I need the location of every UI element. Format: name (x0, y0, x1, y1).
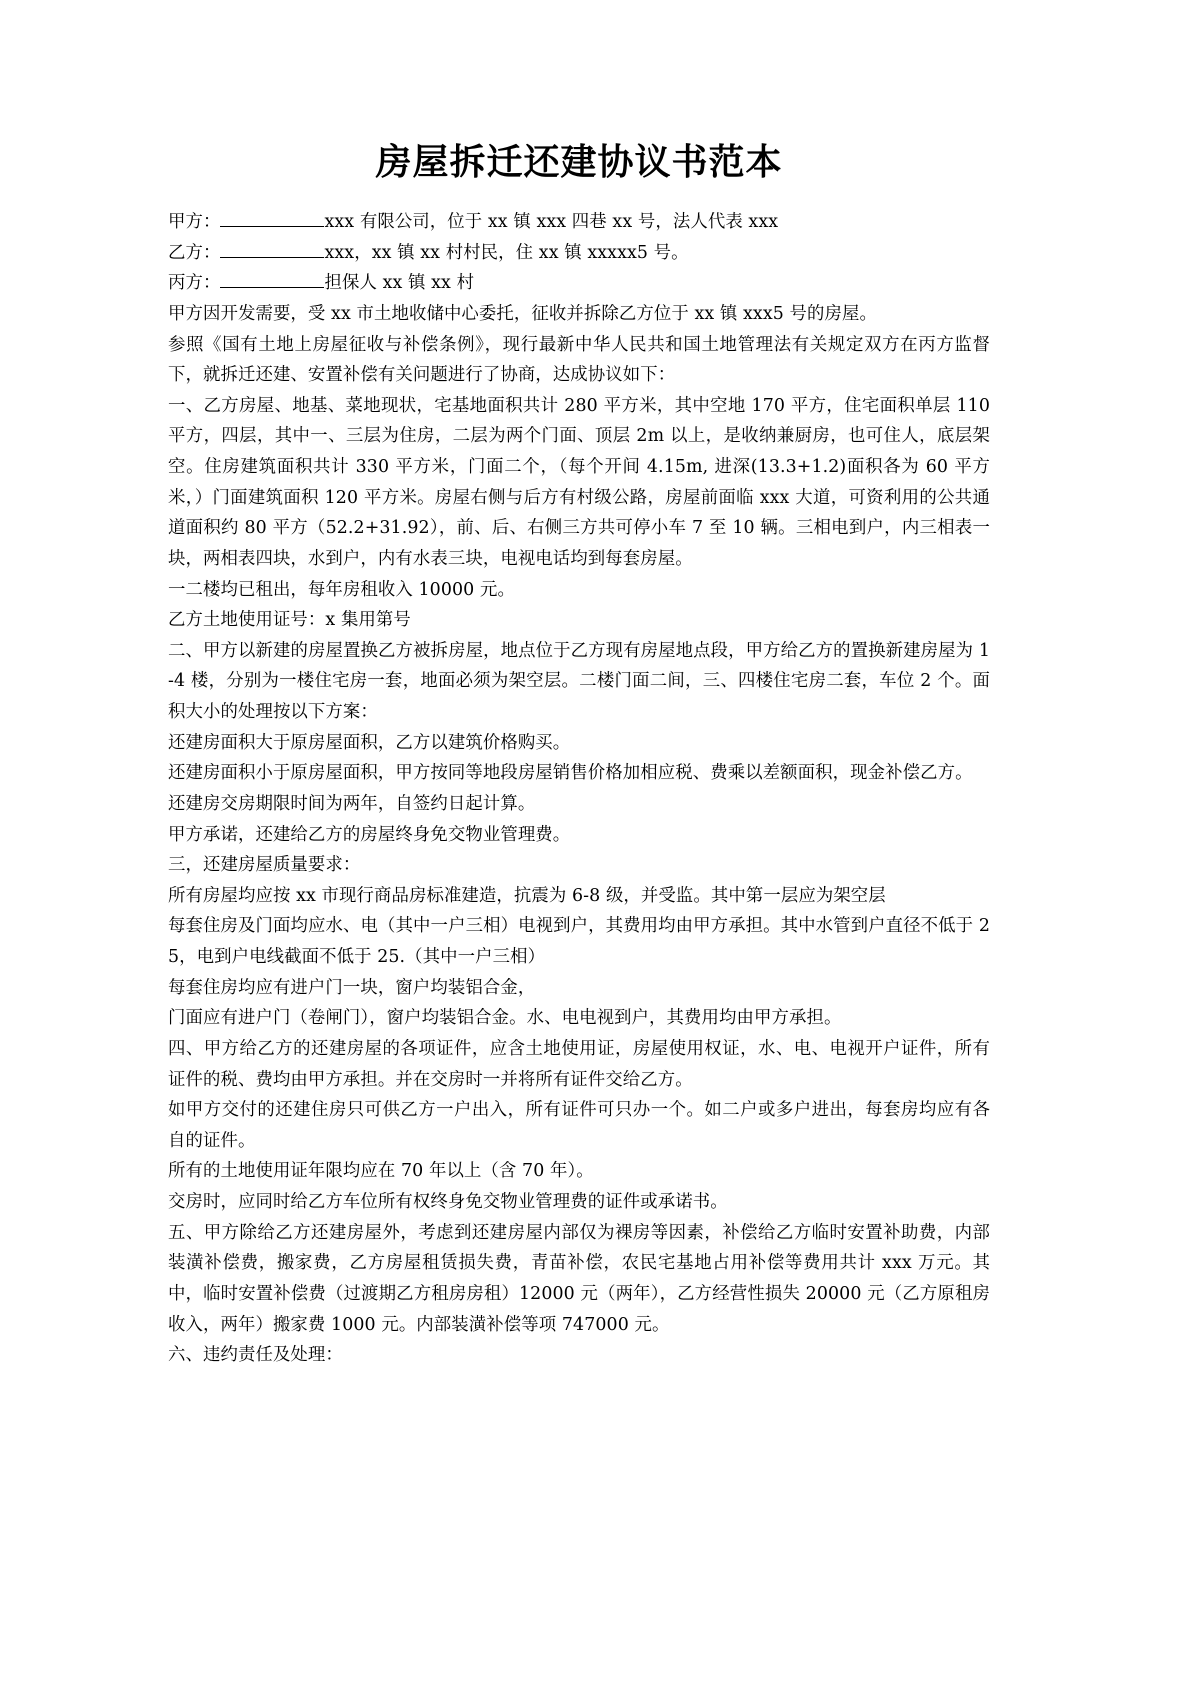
paragraph: 参照《国有土地上房屋征收与补偿条例》，现行最新中华人民共和国土地管理法有关规定双方在丙方监督下，就拆迁还建、安置补偿有关问题进行了协商，达成协议如下： (168, 334, 990, 386)
paragraph: 乙方土地使用证号：x 集用第号 (168, 610, 411, 631)
paragraph: 一、乙方房屋、地基、菜地现状，宅基地面积共计 280 平方米，其中空地 170 平方，住宅面积单层 110 平方，四层，其中一、三层为住房，二层为两个门面、顶层 2m 以上，是收纳兼厨房，也可住人，底层架空。住房建筑面积共计 330 平方米，门面二个，（每个开间 4.15m, 进深(13.3+1.2)面积各为 60 平方米，）门面建筑面积 120 平方米。房屋右侧与后方有村级公路，房屋前面临 xxx 大道，可资利用的公共通道面积约 80 平方（52.2+31.92），前、后、右侧三方共可停小车 7 至 10 辆。三相电到户，内三相表一块，两相表四块，水到户，内有水表三块，电视电话均到每套房屋。 (168, 395, 990, 569)
party-line-bingfang (168, 268, 990, 299)
party-label-jiafang: 甲方： (168, 212, 221, 232)
paragraph: 六、违约责任及处理： (168, 1345, 343, 1366)
paragraph: 还建房面积大于原房屋面积，乙方以建筑价格购买。 (168, 732, 571, 753)
paragraph: 四、甲方给乙方的还建房屋的各项证件，应含土地使用证，房屋使用权证，水、电、电视开户证件，所有证件的税、费均由甲方承担。并在交房时一并将所有证件交给乙方。 (168, 1038, 990, 1090)
paragraph: 如甲方交付的还建住房只可供乙方一户出入，所有证件可只办一个。如二户或多户进出，每套房均应有各自的证件。 (168, 1100, 990, 1151)
document-body (168, 140, 990, 1371)
paragraph: 二、甲方以新建的房屋置换乙方被拆房屋，地点位于乙方现有房屋地点段，甲方给乙方的置换新建房屋为 1-4 楼，分别为一楼住宅房一套，地面必须为架空层。二楼门面二间，三、四楼住宅房二套，车位 2 个。面积大小的处理按以下方案： (168, 640, 990, 722)
paragraph: 所有的土地使用证年限均应在 70 年以上（含 70 年）。 (168, 1161, 594, 1182)
fill-blank-bingfang (220, 271, 324, 289)
party-line-yifang (168, 238, 990, 269)
paragraph: 每套住房均应有进户门一块，窗户均装铝合金， (168, 977, 536, 998)
party-label-yifang: 乙方： (168, 242, 221, 263)
paragraph: 所有房屋均应按 xx 市现行商品房标准建造，抗震为 6-8 级，并受监。其中第一层应为架空层 (168, 885, 886, 906)
paragraph: 门面应有进户门（卷闸门），窗户均装铝合金。水、电电视到户，其费用均由甲方承担。 (168, 1008, 842, 1029)
paragraph: 甲方承诺，还建给乙方的房屋终身免交物业管理费。 (168, 824, 571, 845)
paragraph: 还建房面积小于原房屋面积，甲方按同等地段房屋销售价格加相应税、费乘以差额面积，现金补偿乙方。 (168, 763, 973, 784)
paragraph: 每套住房及门面均应水、电（其中一户三相）电视到户，其费用均由甲方承担。其中水管到户直径不低于 25，电到户电线截面不低于 25.（其中一户三相） (168, 916, 990, 967)
paragraph: 一二楼均已租出，每年房租收入 10000 元。 (168, 579, 515, 600)
party-text-bingfang: 担保人 xx 镇 xx 村 (324, 273, 475, 294)
party-text-yifang: xxx，xx 镇 xx 村村民，住 xx 镇 xxxxx5 号。 (324, 242, 689, 263)
paragraph: 三，还建房屋质量要求： (168, 855, 361, 876)
party-line-jiafang (168, 207, 990, 238)
paragraph: 五、甲方除给乙方还建房屋外，考虑到还建房屋内部仅为裸房等因素，补偿给乙方临时安置补助费，内部装潢补偿费，搬家费，乙方房屋租赁损失费，青苗补偿，农民宅基地占用补偿等费用共计 xxx 万元。其中，临时安置补偿费（过渡期乙方租房房租）12000 元（两年），乙方经营性损失 20000 元（乙方原租房收入，两年）搬家费 1000 元。内部装潢补偿等项 747000 元。 (168, 1222, 990, 1335)
page-title: 房屋拆迁还建协议书范本 (375, 142, 783, 183)
party-label-bingfang: 丙方： (168, 273, 221, 294)
fill-blank-jiafang (220, 209, 324, 227)
paragraph: 交房时，应同时给乙方车位所有权终身免交物业管理费的证件或承诺书。 (168, 1192, 728, 1212)
paragraph: 还建房交房期限时间为两年，自签约日起计算。 (168, 793, 536, 814)
fill-blank-yifang (220, 240, 324, 258)
party-text-jiafang: xxx 有限公司，位于 xx 镇 xxx 四巷 xx 号，法人代表 xxx (324, 212, 779, 232)
paragraph: 甲方因开发需要，受 xx 市土地收储中心委托，征收并拆除乙方位于 xx 镇 xxx5 号的房屋。 (168, 303, 877, 324)
